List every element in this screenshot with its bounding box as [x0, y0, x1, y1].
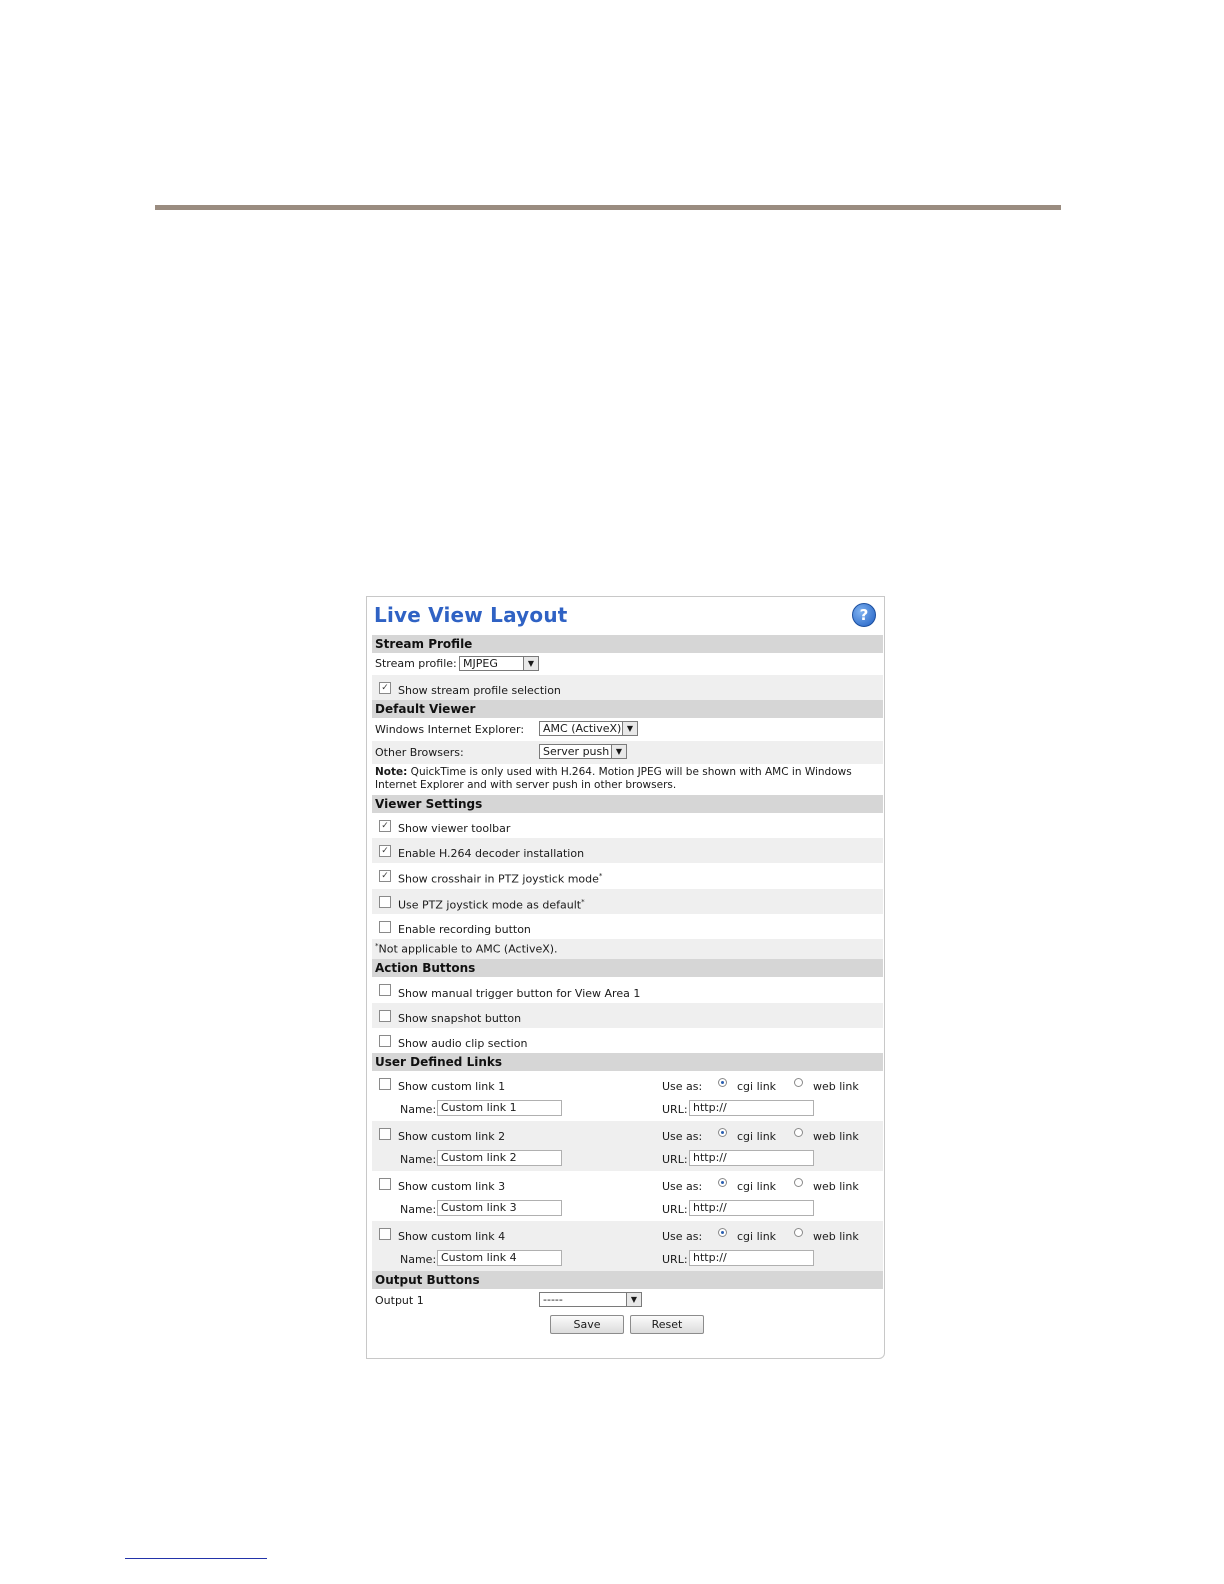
stream-profile-select[interactable] — [459, 656, 539, 671]
custom-link-label: Show custom link 2 — [398, 1130, 506, 1143]
stream-profile-row — [372, 653, 883, 675]
output-row — [372, 1289, 883, 1313]
section-action-buttons: Action Buttons — [372, 959, 883, 977]
show-custom-link-checkbox[interactable] — [379, 1128, 391, 1140]
note-text: QuickTime is only used with H.264. Motion JPEG will be shown with AMC in Windows Internet Explorer and with server push in other browsers. — [375, 766, 852, 791]
settings-form — [372, 635, 883, 1339]
action-button-row — [372, 1003, 883, 1028]
url-label: URL: — [662, 1253, 688, 1266]
show-stream-profile-selection-label: Show stream profile selection — [398, 684, 561, 697]
cgi-link-radio[interactable] — [718, 1178, 727, 1187]
other-browsers-label: Other Browsers: — [375, 746, 464, 759]
viewer-setting-label: Show viewer toolbar — [398, 822, 511, 835]
chevron-down-icon: ▼ — [523, 657, 538, 670]
show-manual-trigger-checkbox[interactable] — [379, 984, 391, 996]
use-as-label: Use as: — [662, 1180, 703, 1193]
asterisk-mark: * — [375, 942, 379, 950]
viewer-footnote — [375, 942, 558, 956]
action-button-row — [372, 1028, 883, 1053]
ie-viewer-label: Windows Internet Explorer: — [375, 723, 525, 736]
show-custom-link-checkbox[interactable] — [379, 1178, 391, 1190]
viewer-setting-row — [372, 889, 883, 914]
output-value: ----- — [543, 1293, 563, 1306]
ie-viewer-row — [372, 718, 883, 741]
show-crosshair-checkbox[interactable] — [379, 870, 391, 882]
viewer-setting-row — [372, 914, 883, 939]
show-audio-clip-checkbox[interactable] — [379, 1035, 391, 1047]
custom-link-label: Show custom link 1 — [398, 1080, 506, 1093]
custom-link-name-input[interactable]: Custom link 1 — [437, 1100, 562, 1116]
use-as-label: Use as: — [662, 1230, 703, 1243]
ie-viewer-select[interactable] — [539, 721, 638, 736]
web-link-label: web link — [813, 1130, 859, 1143]
save-button[interactable]: Save — [550, 1315, 624, 1334]
show-custom-link-checkbox[interactable] — [379, 1228, 391, 1240]
action-button-label: Show snapshot button — [398, 1012, 522, 1025]
action-button-row — [372, 977, 883, 1003]
cgi-link-label: cgi link — [737, 1230, 777, 1243]
section-stream-profile: Stream Profile — [372, 635, 883, 653]
chevron-down-icon: ▼ — [611, 745, 626, 758]
show-viewer-toolbar-checkbox[interactable] — [379, 820, 391, 832]
cgi-link-radio[interactable] — [718, 1228, 727, 1237]
custom-link-url-input[interactable]: http:// — [689, 1150, 814, 1166]
form-actions — [372, 1313, 883, 1339]
custom-link-url-input[interactable]: http:// — [689, 1200, 814, 1216]
web-link-label: web link — [813, 1180, 859, 1193]
section-output-buttons: Output Buttons — [372, 1271, 883, 1289]
cgi-link-label: cgi link — [737, 1080, 777, 1093]
page-title: Live View Layout — [374, 603, 568, 627]
show-custom-link-checkbox[interactable] — [379, 1078, 391, 1090]
live-view-layout-panel — [366, 596, 885, 1359]
name-label: Name: — [400, 1203, 437, 1216]
chevron-down-icon: ▼ — [622, 722, 637, 735]
web-link-radio[interactable] — [794, 1228, 803, 1237]
stream-profile-value: MJPEG — [463, 657, 498, 670]
web-link-label: web link — [813, 1230, 859, 1243]
use-as-label: Use as: — [662, 1080, 703, 1093]
viewer-setting-label: Enable H.264 decoder installation — [398, 847, 585, 860]
footnote-text: Not applicable to AMC (ActiveX). — [378, 942, 558, 956]
cgi-link-label: cgi link — [737, 1130, 777, 1143]
output-label: Output 1 — [375, 1294, 424, 1307]
asterisk-mark: * — [581, 898, 585, 906]
ptz-joystick-default-checkbox[interactable] — [379, 896, 391, 908]
url-label: URL: — [662, 1203, 688, 1216]
url-label: URL: — [662, 1103, 688, 1116]
output-select[interactable] — [539, 1292, 642, 1307]
ptz-default-label-text: Use PTZ joystick mode as default — [398, 898, 582, 912]
crosshair-label-text: Show crosshair in PTZ joystick mode — [398, 872, 599, 886]
url-label: URL: — [662, 1153, 688, 1166]
action-button-label: Show audio clip section — [398, 1037, 528, 1050]
page-header-rule — [155, 205, 1061, 210]
custom-link-row — [372, 1171, 883, 1221]
show-snapshot-checkbox[interactable] — [379, 1010, 391, 1022]
viewer-note — [372, 764, 883, 795]
web-link-radio[interactable] — [794, 1078, 803, 1087]
custom-link-name-input[interactable]: Custom link 4 — [437, 1250, 562, 1266]
reset-button[interactable]: Reset — [630, 1315, 704, 1334]
viewer-setting-label — [398, 898, 585, 912]
custom-link-url-input[interactable]: http:// — [689, 1250, 814, 1266]
custom-link-name-input[interactable]: Custom link 3 — [437, 1200, 562, 1216]
custom-link-name-input[interactable]: Custom link 2 — [437, 1150, 562, 1166]
chevron-down-icon: ▼ — [626, 1293, 641, 1306]
section-viewer-settings: Viewer Settings — [372, 795, 883, 813]
enable-h264-decoder-checkbox[interactable] — [379, 845, 391, 857]
show-stream-profile-selection-checkbox[interactable] — [379, 682, 391, 694]
name-label: Name: — [400, 1153, 437, 1166]
enable-recording-checkbox[interactable] — [379, 921, 391, 933]
use-as-label: Use as: — [662, 1130, 703, 1143]
cgi-link-radio[interactable] — [718, 1078, 727, 1087]
note-bold-label: Note: — [375, 766, 408, 778]
viewer-setting-row — [372, 838, 883, 863]
other-browsers-value: Server push — [543, 745, 610, 758]
custom-link-row — [372, 1071, 883, 1121]
viewer-setting-label — [398, 872, 602, 886]
footer-link-underline — [125, 1558, 267, 1559]
show-stream-profile-selection-row — [372, 675, 883, 700]
viewer-setting-row — [372, 813, 883, 838]
help-icon[interactable]: ? — [852, 603, 876, 627]
asterisk-mark: * — [598, 872, 603, 880]
viewer-setting-label: Enable recording button — [398, 923, 531, 936]
section-user-defined-links: User Defined Links — [372, 1053, 883, 1071]
cgi-link-radio[interactable] — [718, 1128, 727, 1137]
custom-link-label: Show custom link 3 — [398, 1180, 506, 1193]
web-link-radio[interactable] — [794, 1128, 803, 1137]
custom-link-url-input[interactable]: http:// — [689, 1100, 814, 1116]
custom-link-row — [372, 1121, 883, 1171]
ie-viewer-value: AMC (ActiveX) — [543, 722, 622, 735]
web-link-label: web link — [813, 1080, 859, 1093]
viewer-footnote-row — [372, 939, 883, 959]
name-label: Name: — [400, 1103, 437, 1116]
section-default-viewer: Default Viewer — [372, 700, 883, 718]
custom-link-row — [372, 1221, 883, 1271]
custom-link-label: Show custom link 4 — [398, 1230, 506, 1243]
other-browsers-select[interactable] — [539, 744, 627, 759]
name-label: Name: — [400, 1253, 437, 1266]
other-browsers-row — [372, 741, 883, 764]
stream-profile-label: Stream profile: — [375, 657, 457, 670]
cgi-link-label: cgi link — [737, 1180, 777, 1193]
web-link-radio[interactable] — [794, 1178, 803, 1187]
viewer-setting-row — [372, 863, 883, 889]
action-button-label: Show manual trigger button for View Area 1 — [398, 987, 641, 1000]
